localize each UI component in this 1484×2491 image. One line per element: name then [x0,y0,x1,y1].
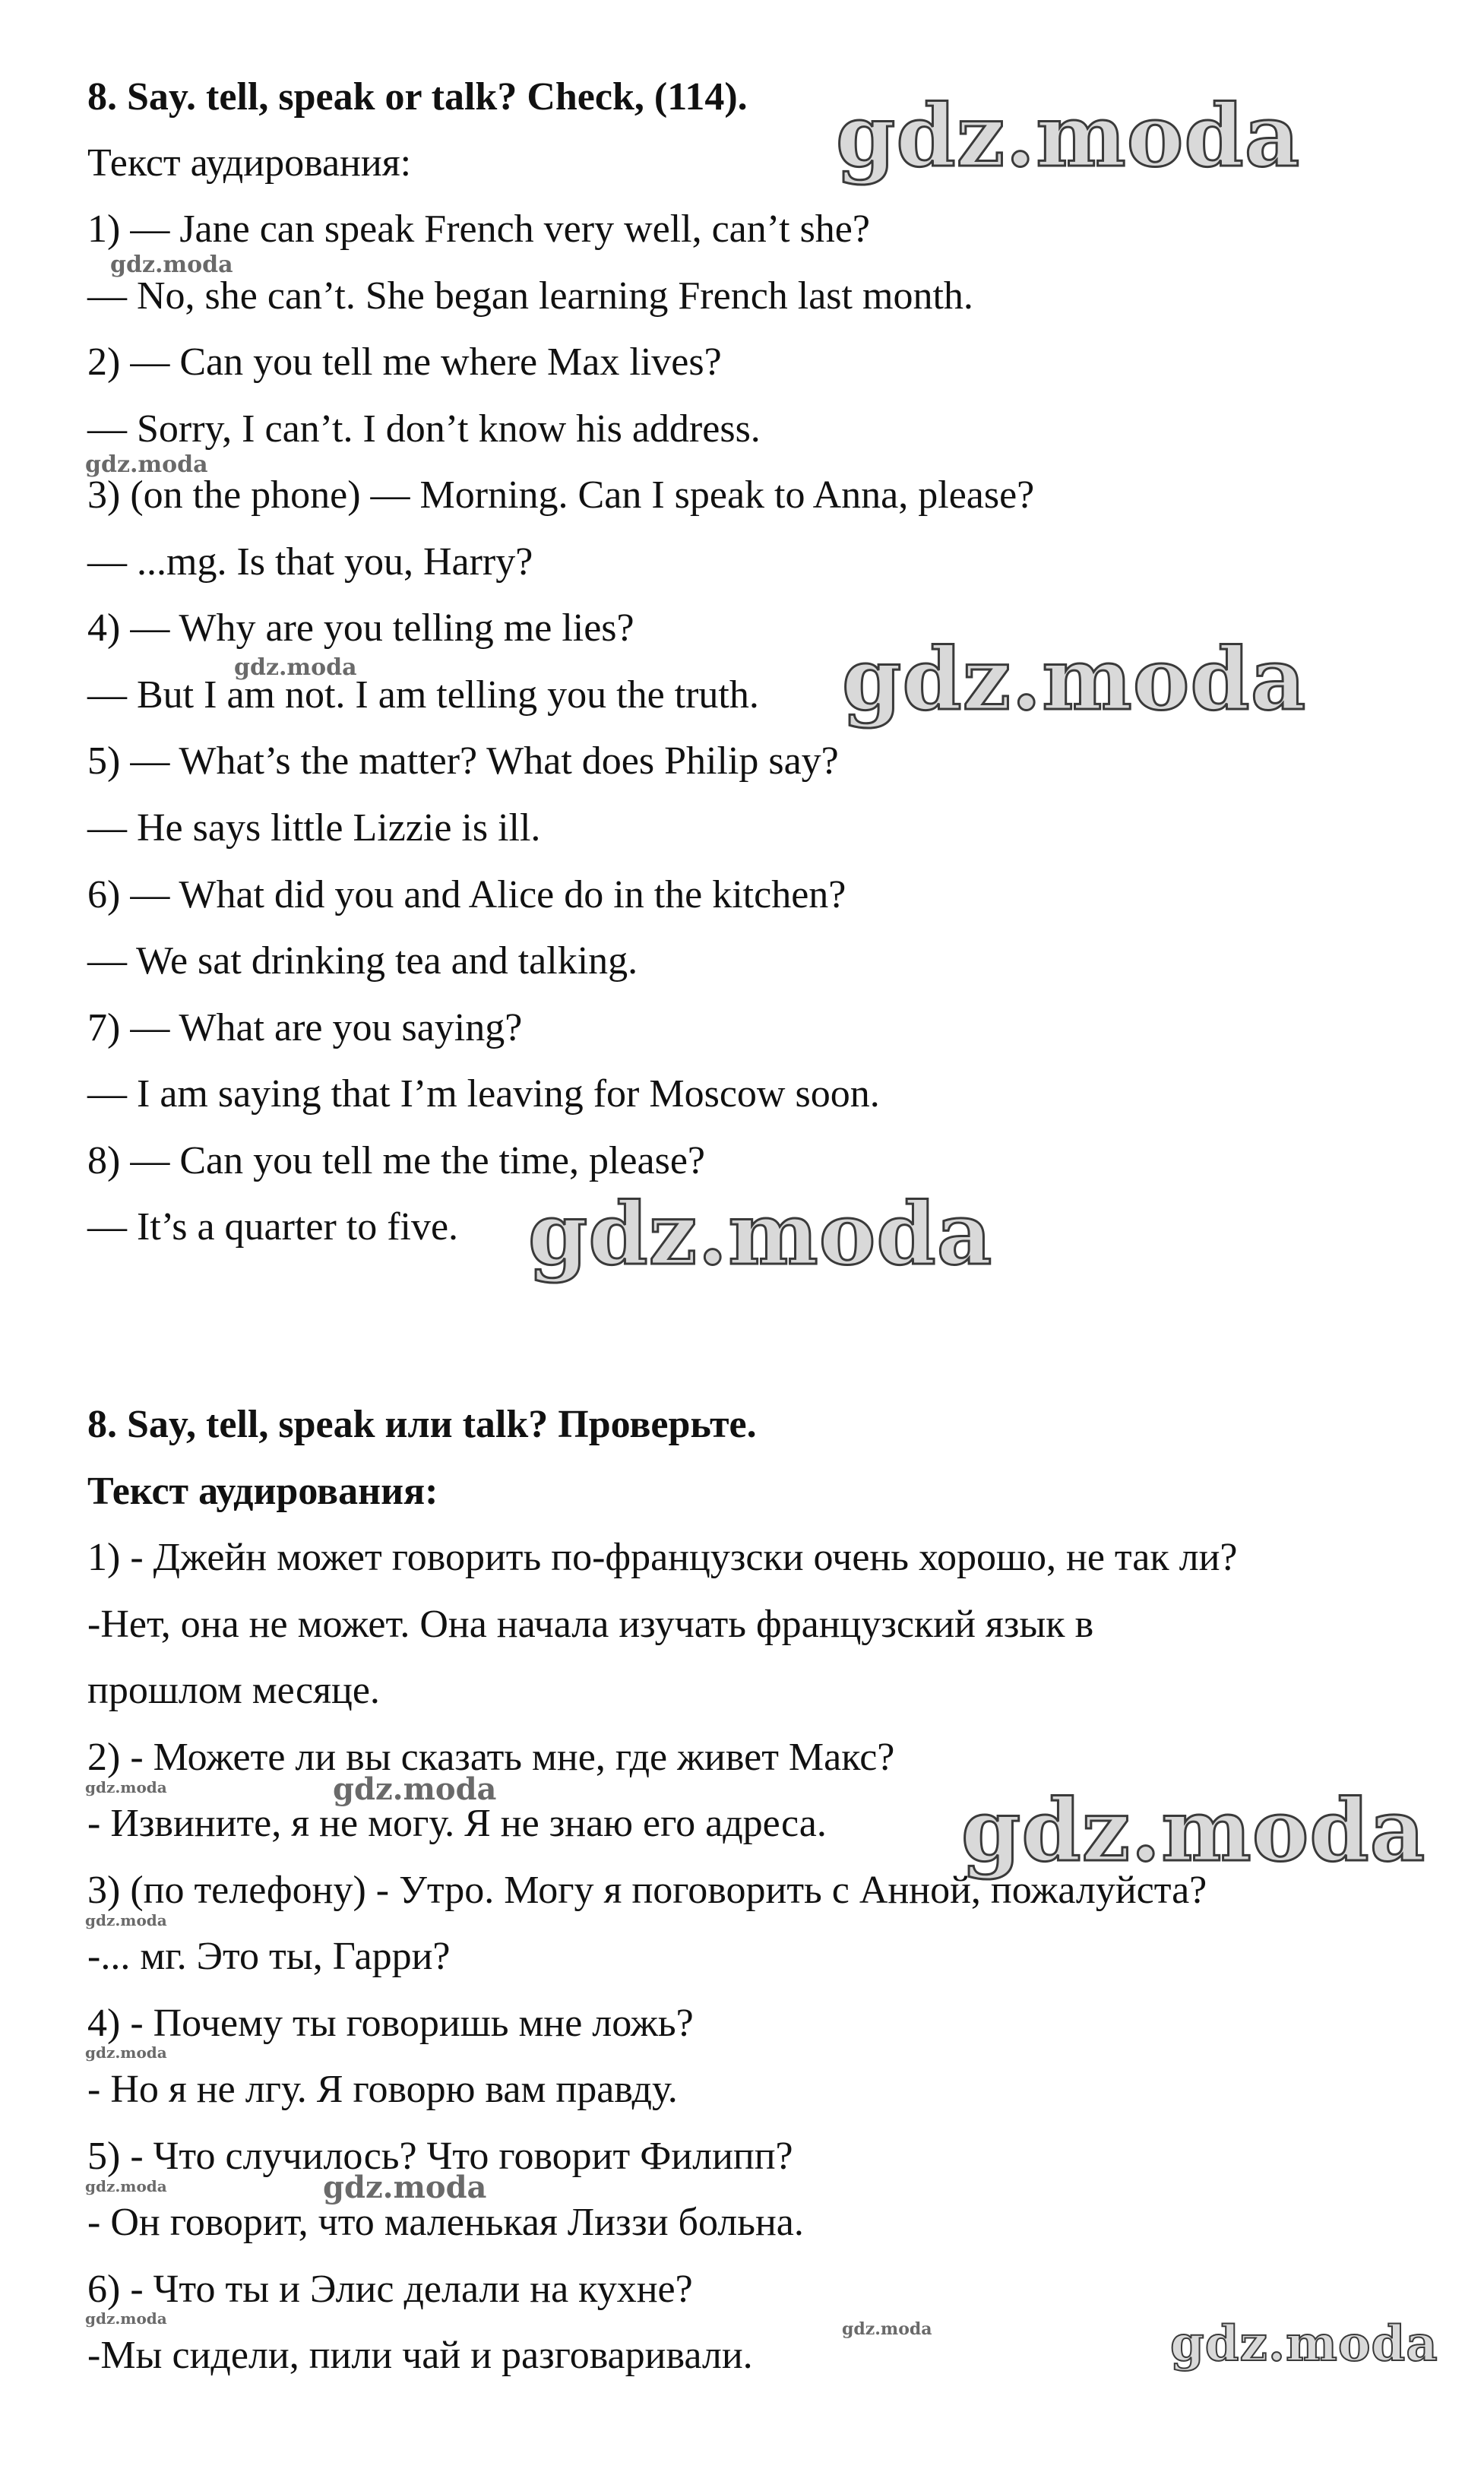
english-line: 6) — What did you and Alice do in the kitchen? [87,873,846,916]
watermark-small: gdz.moda [323,2170,487,2205]
russian-line: 3) (по телефону) - Утро. Могу я поговорить с Анной, пожалуйста? [87,1869,1207,1912]
english-line: — ...mg. Is that you, Harry? [87,540,533,584]
english-line: — But I am not. I am telling you the truth. [87,673,759,717]
english-line: 5) — What’s the matter? What does Philip say? [87,739,839,783]
english-line: — I am saying that I’m leaving for Moscow soon. [87,1072,880,1116]
watermark-small: gdz.moda [842,2319,932,2339]
watermark-small: gdz.moda [110,252,233,278]
english-line: 3) (on the phone) — Morning. Can I speak to Anna, please? [87,473,1035,517]
english-line: 7) — What are you saying? [87,1006,523,1049]
russian-line: 4) - Почему ты говоришь мне ложь? [87,2002,694,2045]
english-line: — It’s a quarter to five. [87,1205,459,1249]
russian-line: -... мг. Это ты, Гарри? [87,1935,451,1978]
russian-line: 1) - Джейн может говорить по-французски очень хорошо, не так ли? [87,1536,1238,1579]
watermark-small: gdz.moda [333,1771,497,1807]
russian-line: 5) - Что случилось? Что говорит Филипп? [87,2135,793,2178]
russian-line: -Мы сидели, пили чай и разговаривали. [87,2334,753,2377]
watermark-large: gdz.moda [528,1185,993,1284]
watermark-small: gdz.moda [85,451,208,478]
russian-heading: 8. Say, tell, speak или talk? Проверьте. [87,1403,757,1446]
english-subheading: Текст аудирования: [87,141,412,185]
english-line: — He says little Lizzie is ill. [87,806,541,850]
watermark-tiny: gdz.moda [85,1778,167,1796]
watermark-small: gdz.moda [234,654,357,681]
russian-line: 2) - Можете ли вы сказать мне, где живет Макс? [87,1736,895,1779]
english-line: 2) — Can you tell me where Max lives? [87,340,722,384]
english-line: 8) — Can you tell me the time, please? [87,1139,705,1182]
watermark-large: gdz.moda [961,1781,1426,1881]
watermark-large: gdz.moda [836,87,1301,186]
watermark-tiny: gdz.moda [85,2043,167,2062]
english-line: 1) — Jane can speak French very well, can’t she? [87,207,870,251]
russian-subheading: Текст аудирования: [87,1470,438,1513]
watermark-tiny: gdz.moda [85,2309,167,2328]
english-line: — Sorry, I can’t. I don’t know his address. [87,407,761,451]
english-line: — No, she can’t. She began learning French last month. [87,274,973,318]
russian-line: -Нет, она не может. Она начала изучать французский язык в [87,1603,1094,1646]
english-line: — We sat drinking tea and talking. [87,939,638,983]
russian-line: 6) - Что ты и Элис делали на кухне? [87,2268,693,2311]
russian-line: - Но я не лгу. Я говорю вам правду. [87,2068,678,2111]
watermark-tiny: gdz.moda [85,2177,167,2195]
watermark-medium: gdz.moda [1170,2315,1438,2372]
russian-line: - Извините, я не могу. Я не знаю его адреса. [87,1802,827,1845]
watermark-large: gdz.moda [842,630,1307,730]
english-heading: 8. Say. tell, speak or talk? Check, (114). [87,75,748,119]
russian-line: прошлом месяце. [87,1669,380,1712]
russian-line: - Он говорит, что маленькая Лиззи больна. [87,2201,804,2244]
english-line: 4) — Why are you telling me lies? [87,606,634,650]
watermark-tiny: gdz.moda [85,1911,167,1929]
